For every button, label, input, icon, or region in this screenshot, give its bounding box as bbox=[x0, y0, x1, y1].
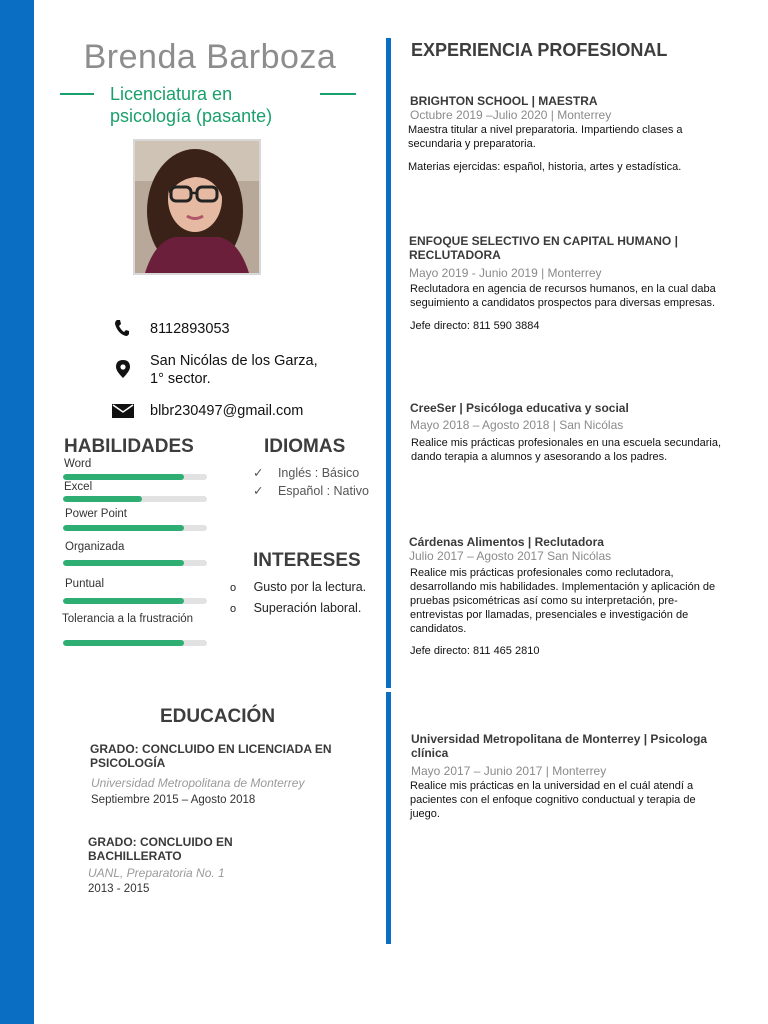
skill-bar-fill bbox=[63, 496, 142, 502]
profile-photo bbox=[133, 139, 261, 275]
experience-title: EXPERIENCIA PROFESIONAL bbox=[411, 40, 668, 60]
address-line-2: 1° sector. bbox=[150, 371, 211, 387]
experience-header: ENFOQUE SELECTIVO EN CAPITAL HUMANO | RECLUTADORA bbox=[409, 234, 678, 262]
skill-label: Word bbox=[64, 458, 92, 470]
subtitle-line-1: Licenciatura en bbox=[110, 84, 233, 104]
subtitle-rule-left bbox=[60, 93, 94, 95]
experience-description: Realice mis prácticas profesionales en una escuela secundaria, dando terapia a alumnos y asesorando a los padres. bbox=[411, 437, 722, 463]
experience-extra: Jefe directo: 811 590 3884 bbox=[410, 320, 540, 332]
skill-label: Organizada bbox=[65, 541, 125, 553]
phone-number: 8112893053 bbox=[150, 321, 230, 337]
experience-dates: Mayo 2019 - Junio 2019 | Monterrey bbox=[409, 266, 602, 280]
vertical-divider-top bbox=[386, 38, 391, 688]
vertical-divider-bottom bbox=[386, 692, 391, 944]
skill-label: Puntual bbox=[65, 578, 105, 590]
candidate-name: Brenda Barboza bbox=[83, 38, 337, 76]
subtitle-line-2: psicología (pasante) bbox=[110, 106, 273, 126]
interest-item bbox=[230, 599, 361, 617]
skill-label: Tolerancia a la frustración bbox=[62, 613, 194, 625]
skill-bar-track bbox=[63, 496, 207, 502]
experience-header: Cárdenas Alimentos | Reclutadora bbox=[409, 535, 604, 549]
skill-bar-track bbox=[63, 525, 207, 531]
education-dates: 2013 - 2015 bbox=[88, 883, 150, 895]
skill-bar-fill bbox=[63, 474, 184, 480]
address bbox=[150, 352, 318, 388]
experience-description: Reclutadora en agencia de recursos humanos, en la cual daba seguimiento a candidatos prospectos para diversas empresas. bbox=[410, 283, 716, 309]
experience-dates: Julio 2017 – Agosto 2017 San Nicólas bbox=[409, 549, 612, 563]
experience-dates: Octubre 2019 –Julio 2020 | Monterrey bbox=[410, 108, 612, 122]
language-label: Inglés : Básico bbox=[277, 466, 360, 480]
phone-icon bbox=[114, 319, 130, 337]
education-school: Universidad Metropolitana de Monterrey bbox=[91, 776, 305, 790]
experience-header: BRIGHTON SCHOOL | MAESTRA bbox=[410, 94, 598, 108]
experience-dates: Mayo 2017 – Junio 2017 | Monterrey bbox=[411, 764, 607, 778]
interest-item bbox=[230, 578, 366, 596]
profession-subtitle bbox=[110, 83, 330, 127]
skill-bar-track bbox=[63, 598, 207, 604]
education-school: UANL, Preparatoria No. 1 bbox=[88, 866, 225, 880]
left-accent-bar bbox=[0, 0, 34, 1024]
skill-bar-fill bbox=[63, 640, 184, 646]
skill-label: Power Point bbox=[65, 508, 128, 520]
skill-bar-fill bbox=[63, 560, 184, 566]
experience-header: CreeSer | Psicóloga educativa y social bbox=[410, 401, 629, 415]
education-degree: GRADO: CONCLUIDO EN BACHILLERATO bbox=[88, 835, 233, 863]
checkmark-icon: ✓ bbox=[253, 466, 264, 480]
experience-dates: Mayo 2018 – Agosto 2018 | San Nicólas bbox=[410, 418, 624, 432]
address-line-1: San Nicólas de los Garza, bbox=[150, 353, 318, 369]
skill-bar-track bbox=[63, 474, 207, 480]
portrait-illustration bbox=[135, 141, 259, 273]
skill-bar-track bbox=[63, 640, 207, 646]
languages-title: IDIOMAS bbox=[264, 436, 346, 457]
skill-bar-fill bbox=[63, 525, 184, 531]
circle-bullet-icon: o bbox=[230, 603, 237, 615]
skills-title: HABILIDADES bbox=[64, 436, 194, 457]
experience-description: Realice mis prácticas profesionales como reclutadora, desarrollando mis habilidades. Implementación y aplicación de pruebas psicométricas así como su interpretación, pre-entrevistas por llamadas, presenciales e investigación de candidatos. bbox=[410, 567, 716, 635]
education-degree: GRADO: CONCLUIDO EN LICENCIADA EN PSICOLOGÍA bbox=[90, 742, 332, 770]
education-title: EDUCACIÓN bbox=[160, 706, 276, 727]
interests-title: INTERESES bbox=[253, 550, 361, 571]
envelope-icon bbox=[112, 404, 134, 418]
education-dates: Septiembre 2015 – Agosto 2018 bbox=[91, 794, 256, 806]
language-item bbox=[253, 464, 359, 482]
interest-label: Superación laboral. bbox=[253, 601, 362, 615]
skill-bar-fill bbox=[63, 598, 184, 604]
experience-extra: Jefe directo: 811 465 2810 bbox=[410, 645, 540, 657]
interest-label: Gusto por la lectura. bbox=[253, 580, 367, 594]
experience-extra: Materias ejercidas: español, historia, artes y estadística. bbox=[408, 161, 682, 173]
language-item bbox=[253, 482, 369, 500]
experience-description: Maestra titular a nivel preparatoria. Impartiendo clases a secundaria y preparatoria. bbox=[408, 124, 683, 150]
checkmark-icon: ✓ bbox=[253, 484, 264, 498]
skill-label: Excel bbox=[64, 481, 93, 493]
circle-bullet-icon: o bbox=[230, 582, 237, 594]
language-label: Español : Nativo bbox=[277, 484, 369, 498]
experience-description: Realice mis prácticas en la universidad en el cuál atendí a pacientes con el enfoque cognitivo conductual y terapia de juego. bbox=[410, 780, 696, 820]
experience-header: Universidad Metropolitana de Monterrey | Psicologa clínica bbox=[411, 732, 708, 760]
location-pin-icon bbox=[116, 360, 130, 378]
skill-bar-track bbox=[63, 560, 207, 566]
email-address: blbr230497@gmail.com bbox=[150, 403, 304, 419]
